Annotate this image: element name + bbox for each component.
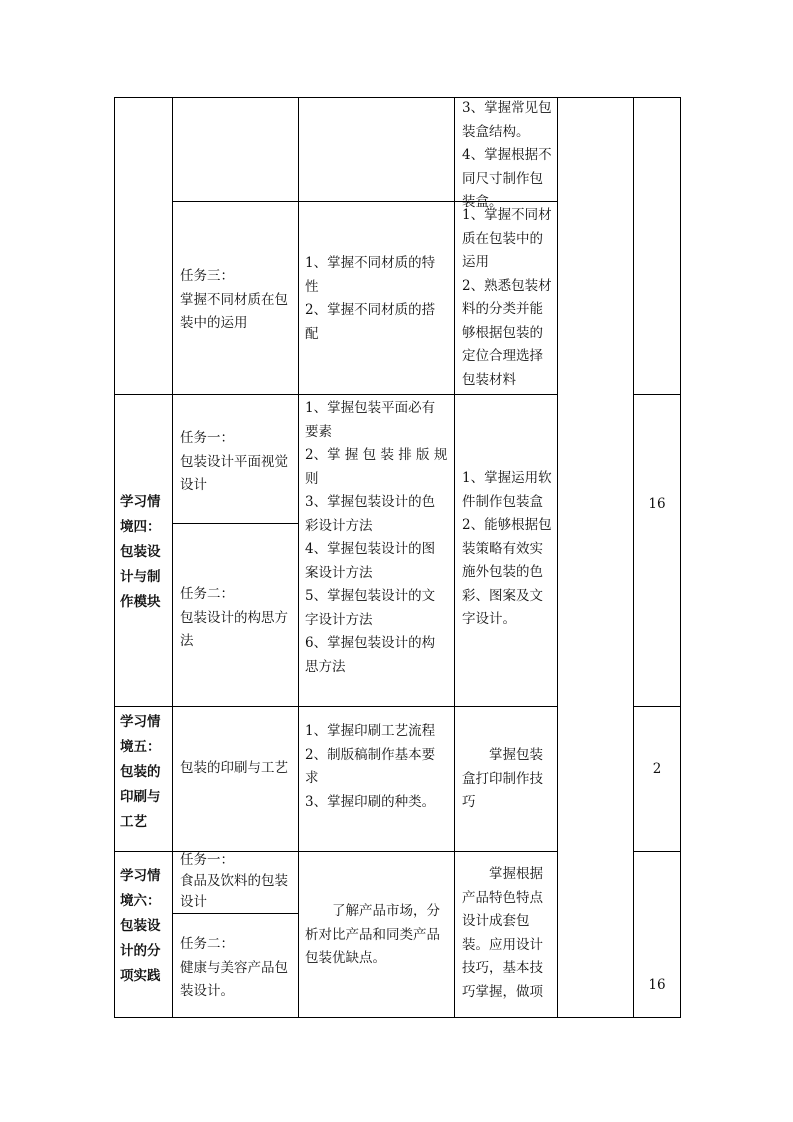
- text-line: 境四：: [120, 519, 161, 535]
- text-line: 装盒。: [462, 194, 503, 210]
- text-line: 任务一：: [180, 430, 234, 446]
- text-line: 运用: [462, 254, 489, 270]
- text-line: 1、掌握不同材: [462, 207, 552, 223]
- r1-col4-cell: [462, 97, 554, 215]
- r2-knowledge-cell: [305, 252, 453, 346]
- r5-task2-cell: [180, 933, 298, 1004]
- text-line: 设计: [180, 477, 207, 493]
- row-divider-r4-right: [633, 706, 681, 707]
- text-line: 4、掌握包装设计的图: [305, 541, 436, 557]
- row-divider-r5-right: [633, 851, 681, 852]
- text-line: 2、掌 握 包 装 排 版 规: [305, 447, 448, 463]
- text-line: 包装设计平面视觉: [180, 453, 288, 470]
- text-line: 装策略有效实: [462, 540, 543, 557]
- row-divider-r5-tasks: [172, 913, 299, 914]
- table-border-bottom: [114, 1017, 681, 1018]
- text-line: 1、掌握不同材质的特: [305, 255, 436, 271]
- row-divider-r4-left: [114, 706, 558, 707]
- text-line: 任务一：: [180, 852, 234, 868]
- text-line: 字设计方法: [305, 611, 373, 628]
- r3-knowledge-cell: [305, 397, 453, 679]
- r4-module-cell: [120, 710, 172, 835]
- text-line: 包装设: [120, 544, 161, 560]
- text-line: 印刷与: [120, 789, 161, 805]
- text-line: 了解产品市场，分: [305, 903, 440, 919]
- text-line: 包装的印刷与工艺: [180, 760, 288, 776]
- text-line: 任务二：: [180, 936, 234, 952]
- text-line: 设计: [180, 894, 207, 910]
- text-line: 包装材料: [462, 371, 516, 388]
- text-line: 盒打印制作技: [462, 770, 543, 787]
- text-line: 掌握包装: [462, 747, 543, 763]
- table-border-top: [114, 97, 681, 98]
- hours-cell-r3: [634, 493, 680, 517]
- text-line: 1、掌握包装平面必有: [305, 400, 436, 416]
- row-divider-r3-tasks: [172, 523, 299, 524]
- text-line: 学习情: [120, 868, 161, 884]
- text-line: 境五：: [120, 739, 161, 755]
- text-line: 质在包装中的: [462, 230, 543, 247]
- r5-module-cell: [120, 864, 172, 989]
- text-line: 性: [305, 278, 319, 295]
- text-line: 5、掌握包装设计的文: [305, 588, 436, 604]
- hours-cell-r5: [634, 974, 680, 998]
- text-line: 要素: [305, 423, 332, 440]
- r5-knowledge-cell: [305, 900, 453, 971]
- hours-value: 2: [652, 761, 662, 777]
- text-line: 任务三：: [180, 268, 234, 284]
- r5-skill-cell: [462, 863, 554, 1004]
- table-divider-col4: [557, 97, 558, 1018]
- text-line: 掌握根据: [462, 866, 543, 882]
- hours-value: 16: [648, 496, 666, 512]
- text-line: 4、掌握根据不: [462, 147, 552, 163]
- text-line: 巧: [462, 794, 476, 810]
- text-line: 2、熟悉包装材: [462, 277, 552, 294]
- text-line: 项实践: [120, 968, 161, 984]
- text-line: 思方法: [305, 658, 346, 675]
- table-divider-col1: [172, 97, 173, 1018]
- r3-task2-cell: [180, 583, 298, 654]
- hours-cell-r4: [634, 758, 680, 782]
- text-line: 计的分: [120, 943, 161, 959]
- text-line: 彩设计方法: [305, 517, 373, 534]
- text-line: 学习情: [120, 494, 161, 510]
- r4-skill-cell: [462, 744, 554, 815]
- text-line: 包装的: [120, 764, 161, 780]
- text-line: 食品及饮料的包装: [180, 873, 288, 889]
- r4-task-cell: [180, 757, 298, 781]
- text-line: 料的分类并能: [462, 301, 543, 317]
- table-border-right: [680, 97, 681, 1018]
- r2-skill-cell: [462, 204, 554, 392]
- text-line: 彩、图案及文: [462, 587, 543, 604]
- text-line: 3、掌握包装设计的色: [305, 494, 436, 510]
- text-line: 案设计方法: [305, 564, 373, 581]
- r2-task-cell: [180, 265, 298, 336]
- text-line: 装。应用设计: [462, 936, 543, 953]
- text-line: 包装设计的构思方: [180, 609, 288, 626]
- text-line: 3、掌握印刷的种类。: [305, 793, 436, 810]
- text-line: 1、掌握运用软: [462, 470, 552, 486]
- text-line: 法: [180, 633, 194, 649]
- text-line: 施外包装的色: [462, 564, 543, 580]
- text-line: 1、掌握印刷工艺流程: [305, 723, 436, 739]
- r5-task1-cell: [180, 850, 298, 913]
- text-line: 配: [305, 325, 319, 342]
- row-divider-r3-right: [633, 394, 681, 395]
- text-line: 巧掌握，做项: [462, 983, 543, 1000]
- table-border-left: [114, 97, 115, 1018]
- text-line: 工艺: [120, 814, 147, 830]
- text-line: 学习情: [120, 714, 161, 730]
- text-line: 同尺寸制作包: [462, 170, 543, 187]
- text-line: 健康与美容产品包: [180, 959, 288, 976]
- text-line: 掌握不同材质在包: [180, 291, 288, 308]
- text-line: 技巧，基本技: [462, 960, 543, 976]
- r3-task1-cell: [180, 427, 298, 498]
- table-divider-col3: [454, 97, 455, 1018]
- text-line: 作模块: [120, 594, 161, 610]
- text-line: 产品特色特点: [462, 889, 543, 906]
- text-line: 3、掌握常见包: [462, 100, 552, 116]
- text-line: 设计成套包: [462, 913, 530, 929]
- table-divider-col2: [298, 97, 299, 1018]
- text-line: 包装设: [120, 918, 161, 934]
- text-line: 任务二：: [180, 586, 234, 602]
- text-line: 2、能够根据包: [462, 517, 552, 533]
- text-line: 析对比产品和同类产品: [305, 926, 440, 943]
- text-line: 6、掌握包装设计的构: [305, 635, 436, 651]
- table-divider-col5: [633, 97, 634, 1018]
- text-line: 定位合理选择: [462, 348, 543, 364]
- r3-module-cell: [120, 490, 172, 615]
- text-line: 2、掌握不同材质的搭: [305, 302, 436, 318]
- text-line: 装中的运用: [180, 315, 248, 331]
- r3-skill-cell: [462, 467, 554, 632]
- row-divider-r3-left: [114, 394, 558, 395]
- r4-knowledge-cell: [305, 720, 453, 814]
- text-line: 则: [305, 470, 319, 487]
- text-line: 装设计。: [180, 983, 234, 999]
- text-line: 包装优缺点。: [305, 950, 386, 966]
- text-line: 计与制: [120, 569, 161, 585]
- text-line: 境六：: [120, 893, 161, 909]
- text-line: 够根据包装的: [462, 324, 543, 341]
- text-line: 字设计。: [462, 611, 516, 627]
- hours-value: 16: [648, 977, 666, 993]
- text-line: 求: [305, 770, 319, 786]
- text-line: 件制作包装盒: [462, 493, 543, 510]
- text-line: 2、制版稿制作基本要: [305, 746, 436, 763]
- text-line: 装盒结构。: [462, 123, 530, 140]
